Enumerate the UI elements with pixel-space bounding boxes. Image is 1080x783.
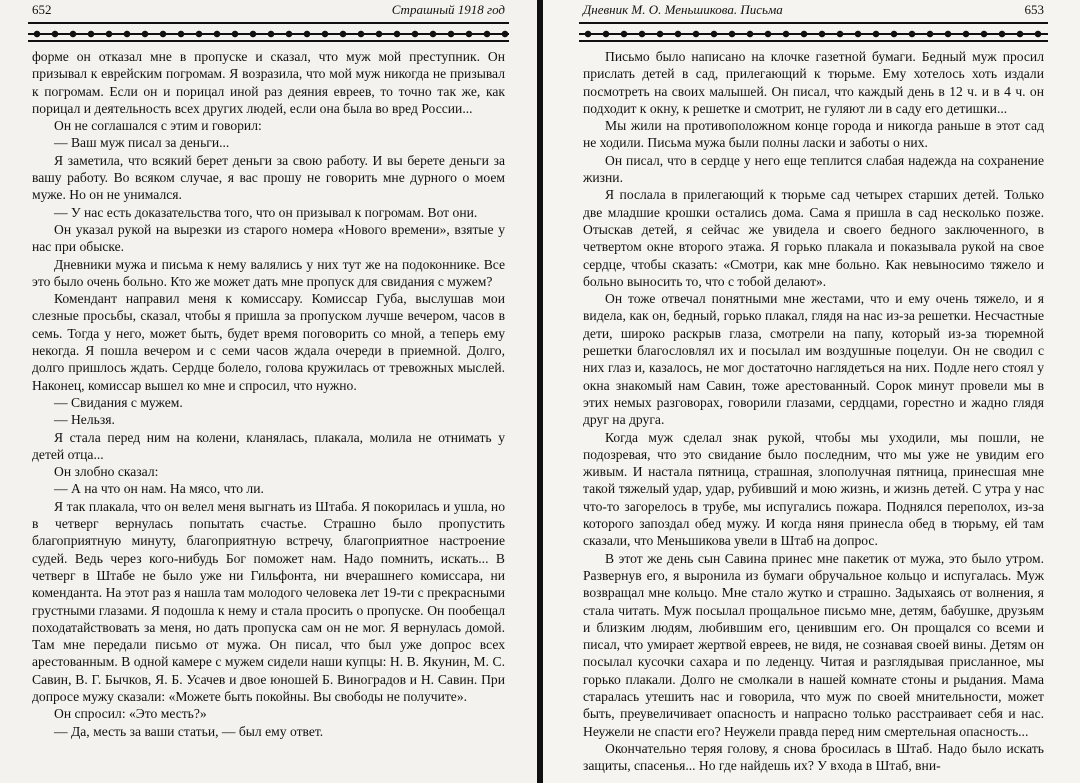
paragraph: Письмо было написано на клочке газетной бумаги. Бедный муж просил прислать детей в сад, прилегающий к тюрьме. Ему хотелось хоть издали посмотреть на своих малышей. Он писал, что каждый день в 12 ч. и в 4 ч. он подходит к окну, к решетке и смотрит, не гуляют ли в саду его детишки... (583, 49, 1044, 116)
paragraph: Комендант направил меня к комиссару. Комиссар Губа, выслушав мои слезные просьбы, сказал, чтобы я пришла за пропуском лучше вечером, часов в семь. Тогда у него, может быть, будет время поговорить со мной, а теперь ему некогда. Я пошла вечером и с семи часов ждала очереди в приемной. Долго, долго пришлось ждать. Сердце болело, голова кружилась от тревожных мыслей. Наконец, комиссар вышел ко мне и спросил, что нужно. (32, 291, 505, 393)
running-title: Дневник М. О. Меньшикова. Письма (583, 2, 783, 17)
paragraph: Когда муж сделал знак рукой, чтобы мы уходили, мы пошли, не подозревая, что это свидание было последним, что мы уже не увидим его живым. И настала пятница, страшная, злополучная пятница, принесшая мне такой тяжелый удар, удар, рубивший и мою жизнь, и жизнь детей. С утра у нас что-то загорелось в трубе, мы испугались пожара. Поднялся переполох, из-за которого запоздал обед мужу. И когда няня принесла обед в тюрьму, ей там сказали, что Меньшикова увели в Штаб на допрос. (583, 429, 1044, 549)
page-body-text (32, 48, 505, 740)
paragraph: — Ваш муж писал за деньги... (54, 135, 230, 151)
paragraph: Я стала перед ним на колени, кланялась, плакала, молила не отнимать у детей отца... (32, 429, 505, 462)
running-title: Страшный 1918 год (391, 2, 505, 17)
ornamental-rule (28, 22, 509, 42)
paragraph: — У нас есть доказательства того, что он призывал к погромам. Вот они. (54, 204, 478, 220)
left-page (0, 0, 537, 783)
paragraph: Он злобно сказал: (54, 464, 159, 480)
page-number: 652 (32, 2, 52, 17)
paragraph: — Свидания с мужем. (54, 394, 183, 410)
paragraph: Он не соглашался с этим и говорил: (54, 118, 262, 134)
ornamental-rule (579, 22, 1048, 42)
paragraph: Он тоже отвечал понятными мне жестами, что и ему очень тяжело, и я видела, как он, бедный, горько плакал, глядя на нас из-за решетки. Несчастные дети, широко раскрыв глаза, смотрели на папу, который из-за тюремной решетки благословлял их и посылал им воздушные поцелуи. Он не сводил с них глаз и, казалось, не мог достаточно наглядеться на них. Подле него стоял у окна знакомый нам Савин, тоже арестованный. Сорок минут провели мы в этих немых разговорах, говорили глазами, сердцами, горестно и жадно глядя друг на друга. (583, 291, 1044, 428)
right-page-header (583, 0, 1044, 20)
right-page (543, 0, 1080, 783)
paragraph: Я так плакала, что он велел меня выгнать из Штаба. Я покорилась и ушла, но в четверг вернулась попытать счастье. Страшно было пропустить благоприятную минуту, благоприятную встречу, благоприятное настроение судей. Ведь через кого-нибудь Бог поможет нам. Надо помнить, искать... В четверг в Штабе не было уже ни Гильфонта, ни вчерашнего комиссара, ни коменданта. На этот раз я нашла там молодого человека лет 19-ти с прекрасными грустными глазами. Я подошла к нему и стала просить о пропуске. Он пообещал походатайствовать за меня, но дать пропуска сам он не мог. Я вернулась домой. Там мне передали письмо от мужа. Он писал, что был уже допрос всех арестованным. В одной камере с мужем сидели наши купцы: Н. В. Якунин, М. С. Савин, В. Г. Бычков, Я. Б. Усачев и двое юношей Б. Виноградов и Н. Савин. При допросе мужу сказали: «Можете быть покойны. Вы свободы не получите». (32, 498, 505, 704)
paragraph: — Да, месть за ваши статьи, — был ему ответ. (54, 723, 324, 739)
paragraph: — А на что он нам. На мясо, что ли. (54, 481, 264, 497)
paragraph: Он писал, что в сердце у него еще теплится слабая надежда на сохранение жизни. (583, 152, 1044, 186)
page-number: 653 (1024, 2, 1044, 17)
paragraph: Дневники мужа и письма к нему валялись у них тут же на подоконнике. Все это было очень больно. Кто же может дать мне пропуск для свидания с мужем? (32, 256, 505, 289)
paragraph: Я послала в прилегающий к тюрьме сад четырех старших детей. Только две младшие крошки остались дома. Сама я пришла в сад несколько позже. Отыскав детей, я сейчас же увидела и своего бедного заключенного, в четвертом окне второго этажа. Я горько плакала и показывала рукой на свое сердце, чтобы сказать: «Смотри, как мне больно. Как невыносимо тяжело и больно выносить то, что с тобой делают». (583, 187, 1044, 289)
paragraph: Я заметила, что всякий берет деньги за свою работу. И вы берете деньги за вашу работу. Во всяком случае, я вас прошу не говорить мне дурного о моем муже. Но он не унимался. (32, 152, 505, 203)
paragraph: Окончательно теряя голову, я снова бросилась в Штаб. Надо было искать защиты, спасенья... Но где найдешь их? У входа в Штаб, вни- (583, 740, 1044, 774)
paragraph: Он спросил: «Это месть?» (54, 706, 207, 722)
paragraph: — Нельзя. (54, 412, 115, 428)
paragraph: форме он отказал мне в пропуске и сказал, что муж мой преступник. Он призывал к еврейским погромам. Я возразила, что мой муж никогда не призывал к погромам. Если он и порицал иной раз деяния евреев, то точно так же, как порицал и деятельность всех других людей, если она была во вред России... (32, 49, 505, 116)
paragraph: В этот же день сын Савина принес мне пакетик от мужа, это было утром. Развернув его, я выронила из бумаги обручальное кольцо и испугалась. Муж возвращал мне кольцо. Мне стало жутко и страшно. Задыхаясь от волнения, я стала читать. Муж посылал прощальное письмо мне, детям, бабушке, друзьям и близким людям, любившим его, ценившим его. Он прощался со всеми и писал, что умирает жертвой евреев, не видя, не сознавая своей вины. Детям он посылал кусочки сахара и по леденцу. Читая и разглядывая присланное, мы горько плакали. Долго не смолкали в нашей комнате стоны и рыдания. Мама старалась утешить нас и говорила, что муж по своей мнительности, может быть, преувеличивает опасность и напрасно только расстраивает себя и нас. Неужели не спасти его? Неужели правда перед ним смертельная опасность... (583, 550, 1044, 739)
paragraph: Он указал рукой на вырезки из старого номера «Нового времени», взятые у нас при обыске. (32, 221, 505, 255)
page-body-text (583, 48, 1044, 774)
left-page-header (32, 0, 505, 20)
paragraph: Мы жили на противоположном конце города и никогда раньше в этот сад не ходили. Письма мужа были полны ласки и заботы о них. (583, 118, 1044, 151)
